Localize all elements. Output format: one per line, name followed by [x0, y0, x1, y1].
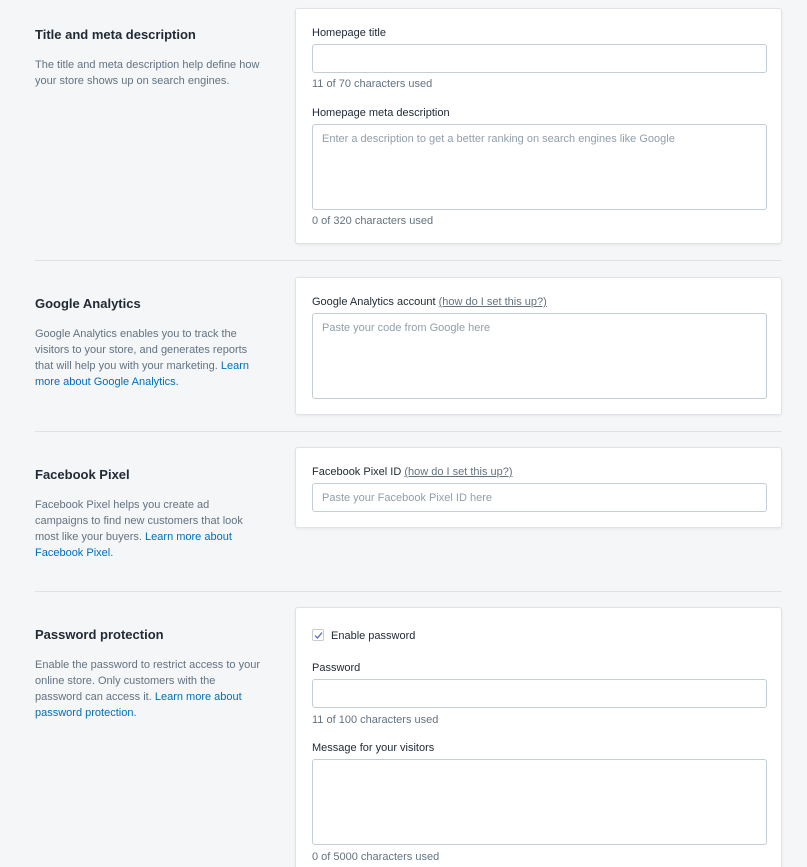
- password-heading: Password protection: [35, 627, 164, 642]
- password-description-text: Enable the password to restrict access to your online store. Only customers with the password can access it.: [35, 659, 260, 703]
- pixel-learn-more-link[interactable]: Learn more about Facebook Pixel.: [35, 531, 232, 559]
- visitor-message-count: 0 of 5000 characters used: [312, 851, 440, 863]
- password-card: [295, 607, 782, 867]
- analytics-account-label-text: Google Analytics account: [312, 296, 436, 308]
- meta-description-label: Homepage meta description: [312, 107, 450, 119]
- checkmark-icon: [314, 631, 323, 640]
- meta-description-count: 0 of 320 characters used: [312, 215, 434, 227]
- analytics-description: [35, 326, 265, 390]
- password-description: [35, 657, 265, 721]
- analytics-description-text: Google Analytics enables you to track the visitors to your store, and generates reports that will help you with your marketing.: [35, 328, 248, 372]
- password-learn-more-link[interactable]: Learn more about password protection.: [35, 691, 242, 719]
- password-description-block: [35, 627, 265, 721]
- seo-description-block: [35, 27, 265, 89]
- analytics-learn-more-link[interactable]: Learn more about Google Analytics.: [35, 360, 250, 388]
- analytics-heading: Google Analytics: [35, 296, 141, 311]
- seo-heading: Title and meta description: [35, 27, 196, 42]
- password-label: Password: [312, 662, 361, 674]
- analytics-card: [295, 277, 782, 415]
- homepage-title-input[interactable]: [312, 44, 767, 73]
- section-divider: [35, 260, 782, 261]
- analytics-account-label: [312, 295, 547, 309]
- pixel-card: [295, 447, 782, 528]
- pixel-help-link[interactable]: (how do I set this up?): [404, 466, 513, 478]
- section-divider: [35, 591, 782, 592]
- visitor-message-label: Message for your visitors: [312, 742, 435, 754]
- pixel-description-block: [35, 467, 265, 561]
- pixel-id-label: [312, 465, 513, 479]
- meta-description-textarea[interactable]: [312, 124, 767, 210]
- pixel-heading: Facebook Pixel: [35, 467, 130, 482]
- visitor-message-textarea[interactable]: [312, 759, 767, 845]
- analytics-description-block: [35, 296, 265, 390]
- pixel-description-text: Facebook Pixel helps you create ad campaigns to find new customers that look most like your buyers.: [35, 499, 243, 543]
- password-input[interactable]: [312, 679, 767, 708]
- seo-description: The title and meta description help define how your store shows up on search engines.: [35, 59, 260, 87]
- enable-password-label[interactable]: Enable password: [331, 630, 416, 642]
- analytics-code-textarea[interactable]: [312, 313, 767, 399]
- enable-password-checkbox[interactable]: [312, 629, 324, 641]
- password-count: 11 of 100 characters used: [312, 714, 439, 726]
- section-divider: [35, 431, 782, 432]
- pixel-description: [35, 497, 265, 561]
- pixel-id-input[interactable]: [312, 483, 767, 512]
- pixel-id-label-text: Facebook Pixel ID: [312, 466, 402, 478]
- seo-card: [295, 8, 782, 244]
- homepage-title-count: 11 of 70 characters used: [312, 78, 433, 90]
- analytics-help-link[interactable]: (how do I set this up?): [438, 296, 547, 308]
- homepage-title-label: Homepage title: [312, 27, 386, 39]
